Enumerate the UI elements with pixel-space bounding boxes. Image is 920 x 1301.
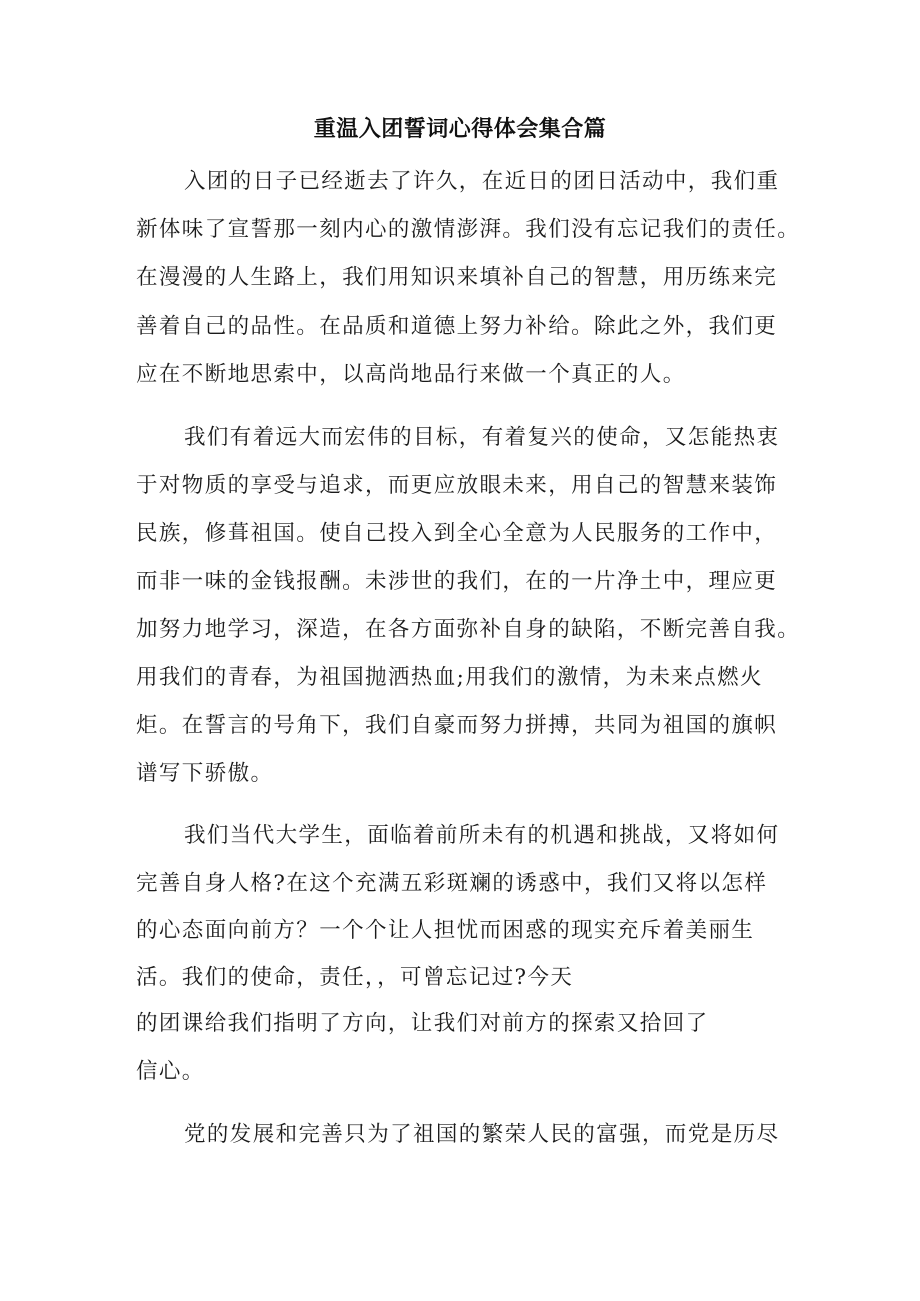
paragraph-line: 的团课给我们指明了方向，让我们对前方的探索又拾回了 — [136, 1011, 709, 1036]
paragraph-line: 党的发展和完善只为了祖国的繁荣人民的富强，而党是历尽 — [184, 1122, 780, 1147]
paragraph-line: 的心态面向前方？一个个让人担忧而困惑的现实充斥着美丽生 — [136, 918, 755, 943]
paragraph-line: 应在不断地思索中，以高尚地品行来做一个真正的人。 — [136, 362, 686, 387]
paragraph-line: 炬。在誓言的号角下，我们自豪而努力拼搏，共同为祖国的旗帜 — [136, 713, 778, 738]
paragraph-line: 新体味了宣誓那一刻内心的激情澎湃。我们没有忘记我们的责任。 — [136, 217, 801, 242]
paragraph-line: 加努力地学习，深造，在各方面弥补自身的缺陷，不断完善自我。 — [136, 617, 801, 642]
paragraph-line: 善着自己的品性。在品质和道德上努力补给。除此之外，我们更 — [136, 314, 778, 339]
paragraph-line: 而非一味的金钱报酬。未涉世的我们，在的一片净土中，理应更 — [136, 569, 778, 594]
paragraph-line: 入团的日子已经逝去了许久，在近日的团日活动中，我们重 — [184, 169, 780, 194]
paragraph-line: 民族，修葺祖国。使自己投入到全心全意为人民服务的工作中， — [136, 521, 778, 546]
paragraph-line: 谱写下骄傲。 — [136, 761, 274, 786]
paragraph-line: 信心。 — [136, 1059, 205, 1084]
paragraph-line: 用我们的青春，为祖国抛洒热血;用我们的激情，为未来点燃火 — [136, 665, 763, 690]
paragraph-line: 于对物质的享受与追求，而更应放眼未来，用自己的智慧来装饰 — [136, 473, 778, 498]
paragraph-line: 完善自身人格?在这个充满五彩斑斓的诱惑中，我们又将以怎样 — [136, 871, 768, 896]
paragraph-line: 我们当代大学生，面临着前所未有的机遇和挑战，又将如何 — [184, 823, 780, 848]
document-title: 重温入团誓词心得体会集合篇 — [313, 117, 607, 142]
paragraph-line: 我们有着远大而宏伟的目标，有着复兴的使命，又怎能热衷 — [184, 425, 780, 450]
paragraph-line: 在漫漫的人生路上，我们用知识来填补自己的智慧，用历练来完 — [136, 265, 778, 290]
paragraph-line: 活。我们的使命，责任，，可曾忘记过?今天 — [136, 965, 574, 990]
